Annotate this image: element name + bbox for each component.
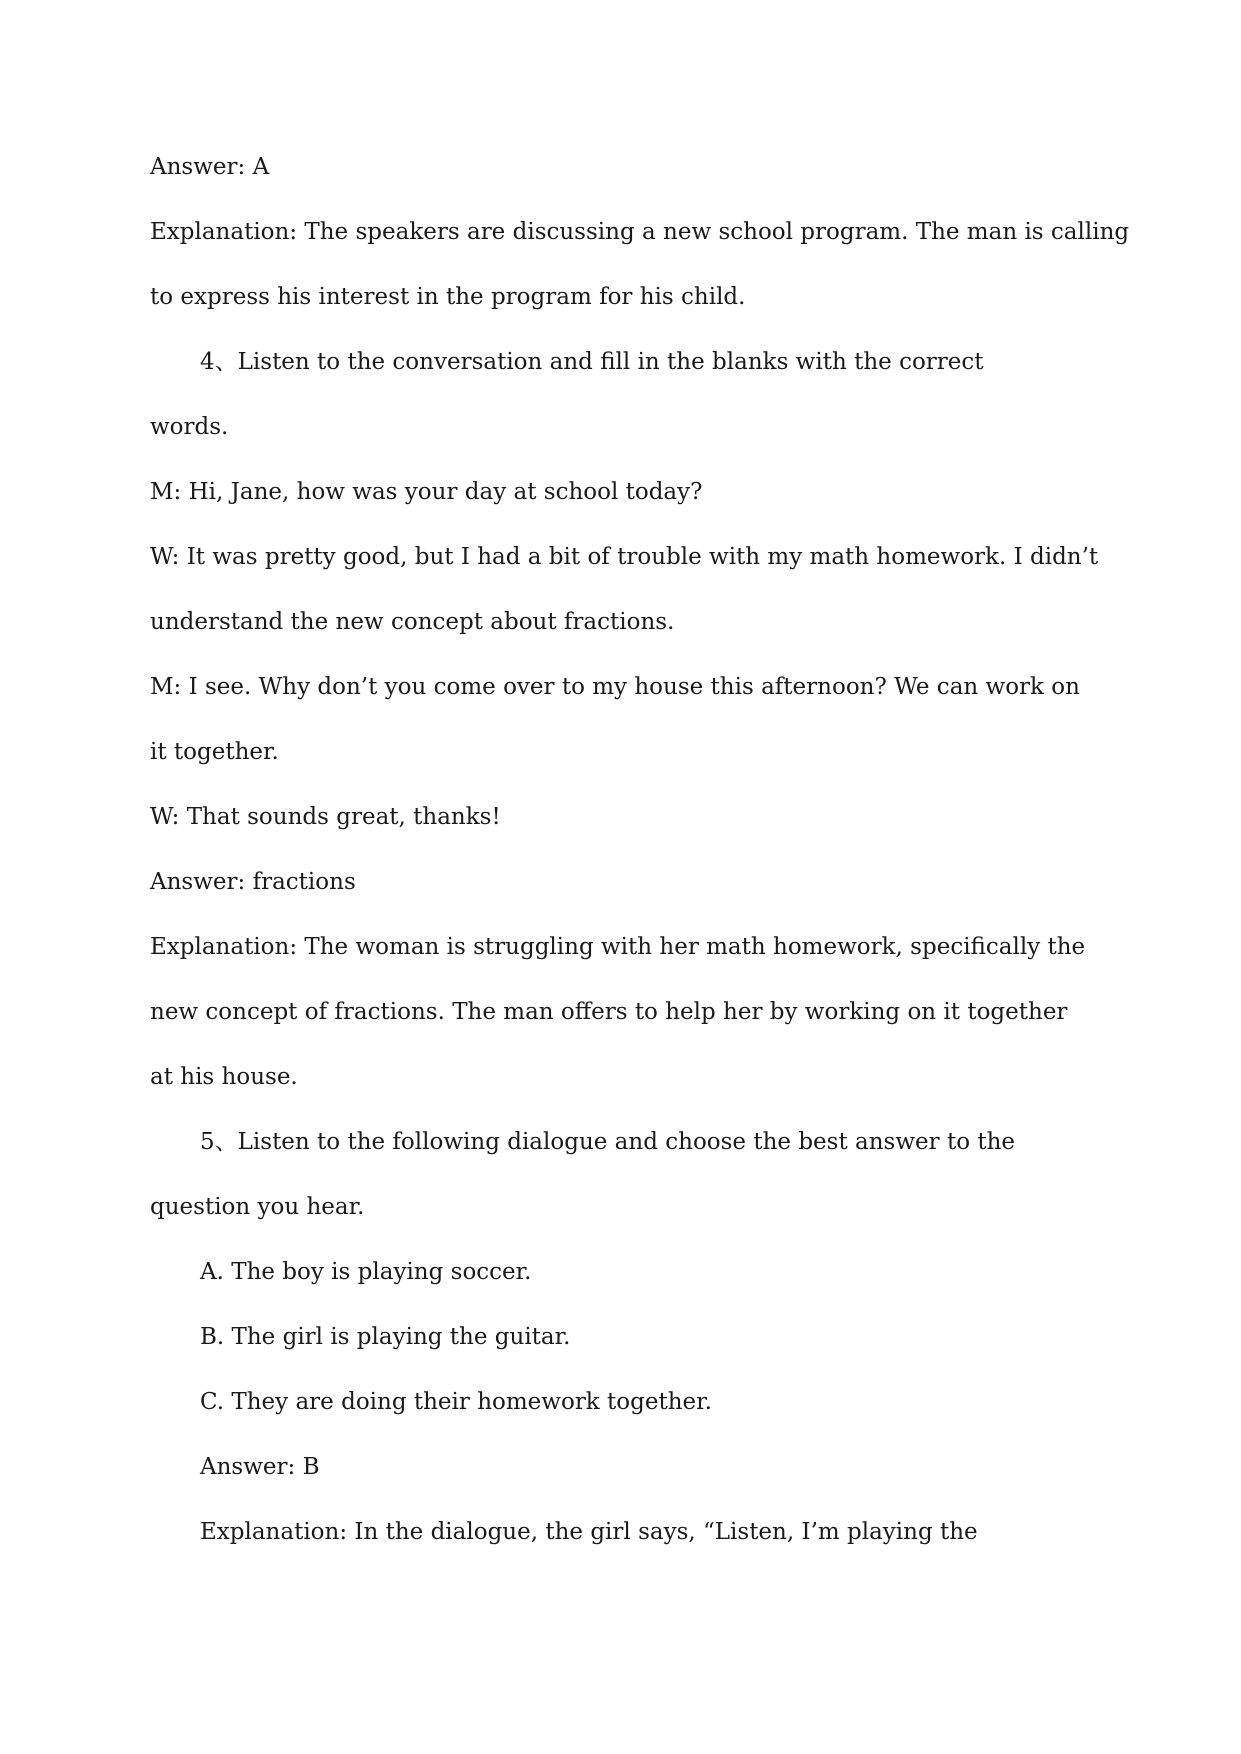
option-c: C. They are doing their homework together. [200, 1389, 712, 1415]
dialogue-line: M: I see. Why don’t you come over to my house this afternoon? We can work on [150, 674, 1080, 700]
answer-line: Answer: A [150, 154, 270, 180]
dialogue-line: it together. [150, 739, 279, 765]
explanation-line: Explanation: In the dialogue, the girl says, “Listen, I’m playing the [200, 1519, 978, 1545]
explanation-line: new concept of fractions. The man offers to help her by working on it together [150, 999, 1068, 1025]
explanation-line: to express his interest in the program for his child. [150, 284, 746, 310]
explanation-line: Explanation: The woman is struggling with her math homework, specifically the [150, 934, 1086, 960]
question-5-prompt: question you hear. [150, 1194, 365, 1220]
dialogue-line: M: Hi, Jane, how was your day at school today? [150, 479, 703, 505]
dialogue-line: W: That sounds great, thanks! [150, 804, 501, 830]
dialogue-line: W: It was pretty good, but I had a bit of trouble with my math homework. I didn’t [150, 544, 1099, 570]
question-4-prompt: words. [150, 414, 229, 440]
option-b: B. The girl is playing the guitar. [200, 1324, 571, 1350]
answer-line: Answer: B [200, 1454, 320, 1480]
dialogue-line: understand the new concept about fractions. [150, 609, 675, 635]
answer-line: Answer: fractions [150, 869, 356, 895]
explanation-line: Explanation: The speakers are discussing a new school program. The man is calling [150, 219, 1130, 245]
question-4-prompt: 4、Listen to the conversation and fill in the blanks with the correct [200, 349, 984, 375]
explanation-line: at his house. [150, 1064, 298, 1090]
option-a: A. The boy is playing soccer. [200, 1259, 532, 1285]
document-page [150, 135, 1130, 1565]
question-5-prompt: 5、Listen to the following dialogue and choose the best answer to the [200, 1129, 1016, 1155]
